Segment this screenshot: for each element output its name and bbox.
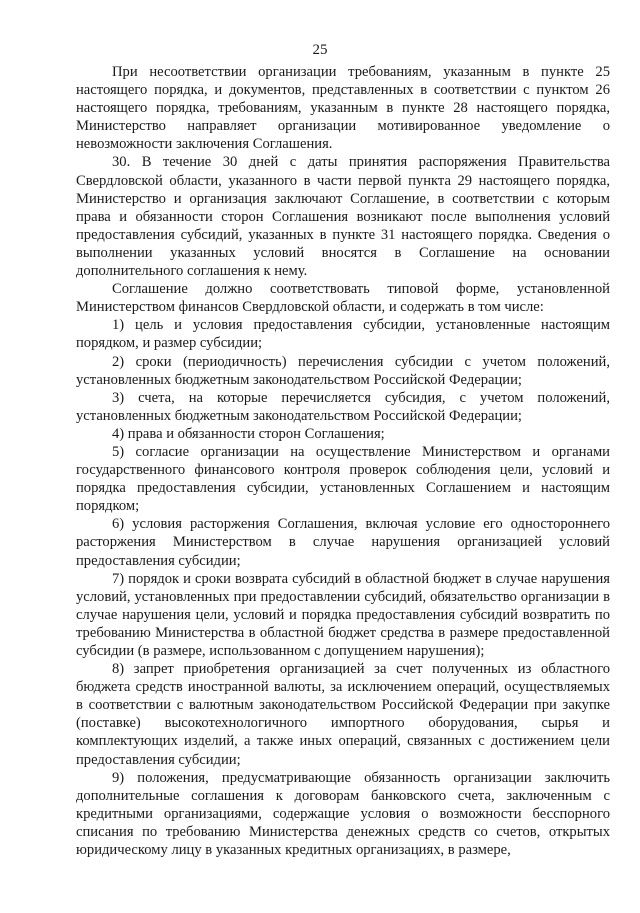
list-item-5: 5) согласие организации на осуществление Министерством и органами государственного финансового контроля проверок соблюдения цели, условий и порядка предоставления субсидии, установленных Соглашением и настоящим порядком;	[76, 443, 610, 515]
list-item-6: 6) условия расторжения Соглашения, включая условие его одностороннего расторжения Министерством в случае нарушения организацией условий предоставления субсидии;	[76, 516, 610, 569]
list-item-4: 4) права и обязанности сторон Соглашения;	[112, 425, 385, 442]
paragraph-notice-of-refusal: При несоответствии организации требованиям, указанным в пункте 25 настоящего порядка, и документов, представленных в соответствии с пунктом 26 настоящего порядка, требованиям, указанным в пункте 28 настоящего порядка, Министерство направляет организации мотивированное уведомление о невозможности заключения Соглашения.	[76, 64, 610, 153]
list-item-3: 3) счета, на которые перечисляется субсидия, с учетом положений, установленных бюджетным законодательством Российской Федерации;	[76, 389, 610, 424]
list-item-1: 1) цель и условия предоставления субсидии, установленные настоящим порядком, и размер субсидии;	[76, 317, 610, 352]
paragraph-agreement-form: Соглашение должно соответствовать типовой форме, установленной Министерством финансов Свердловской области, и содержать в том числе:	[76, 281, 610, 316]
list-item-9: 9) положения, предусматривающие обязанность организации заключить дополнительные соглашения к договорам банковского счета, заключенным с кредитными организациями, содержащие условия о возможности бесспорного списания по требованию Министерства денежных средств со счетов, открытых юридическому лицу в указанных кредитных организациях, в размере,	[76, 769, 610, 859]
list-item-2: 2) сроки (периодичность) перечисления субсидии с учетом положений, установленных бюджетным законодательством Российской Федерации;	[76, 353, 610, 388]
list-item-8: 8) запрет приобретения организацией за счет полученных из областного бюджета средств иностранной валюты, за исключением операций, осуществляемых в соответствии с валютным законодательством Российской Федерации при закупке (поставке) высокотехнологичного импортного оборудования, сырья и комплектующих изделий, а также иных операций, связанных с достижением цели предоставления субсидии;	[76, 661, 610, 768]
page-number: 25	[312, 42, 328, 58]
paragraph-clause-30: 30. В течение 30 дней с даты принятия распоряжения Правительства Свердловской области, указанного в части первой пункта 29 настоящего порядка, Министерство и организация заключают Соглашение, в соответствии с которым права и обязанности сторон Соглашения возникают после выполнения условий предоставления субсидий, указанных в пункте 31 настоящего порядка. Сведения о выполнении указанных условий вносятся в Соглашение на основании дополнительного соглашения к нему.	[76, 154, 610, 280]
list-item-7: 7) порядок и сроки возврата субсидий в областной бюджет в случае нарушения условий, установленных при предоставлении субсидий, обязательство организации в случае нарушения цели, условий и порядка предоставления субсидий возвратить по требованию Министерства в областной бюджет средства в размере предоставленной субсидии (в размере, использованном с допущением нарушения);	[76, 570, 610, 659]
document-body	[76, 63, 610, 859]
